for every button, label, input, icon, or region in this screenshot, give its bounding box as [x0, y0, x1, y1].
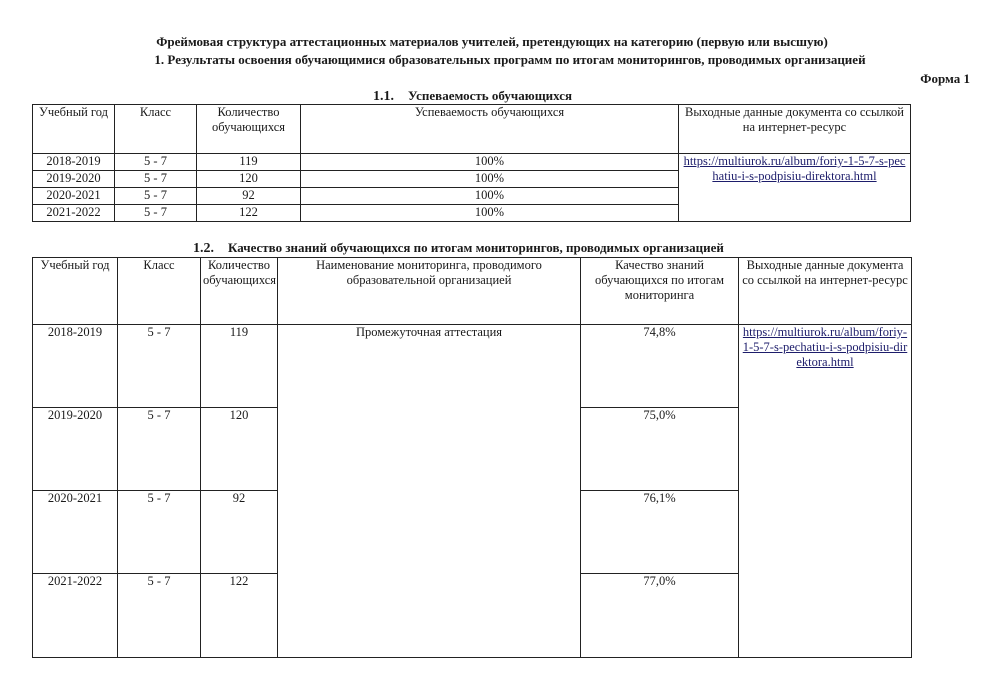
document-subtitle: 1. Результаты освоения обучающимися образовательных программ по итогам мониторингов, проводимых организацией: [154, 52, 866, 67]
output-link[interactable]: https://multiurok.ru/album/foriy-1-5-7-s-pechatiu-i-s-podpisiu-direktora.html: [683, 154, 906, 183]
cell-performance: 100%: [301, 171, 679, 188]
header-class: Класс: [118, 258, 201, 325]
cell-year: 2020-2021: [33, 491, 118, 574]
cell-class: 5 - 7: [115, 154, 197, 171]
output-link[interactable]: https://multiurok.ru/album/foriy-1-5-7-s-pechatiu-i-s-podpisiu-direktora.html: [742, 325, 908, 369]
header-class: Класс: [115, 105, 197, 154]
cell-count: 92: [197, 188, 301, 205]
header-monitoring: Наименование мониторинга, проводимого образовательной организацией: [278, 258, 581, 325]
header-output: Выходные данные документа со ссылкой на интернет-ресурс: [679, 105, 911, 154]
cell-quality: 76,1%: [581, 491, 739, 574]
cell-quality: 74,8%: [581, 325, 739, 408]
cell-count: 120: [197, 171, 301, 188]
cell-year: 2018-2019: [33, 154, 115, 171]
cell-class: 5 - 7: [118, 574, 201, 658]
cell-quality: 75,0%: [581, 408, 739, 491]
cell-class: 5 - 7: [115, 205, 197, 222]
cell-performance: 100%: [301, 154, 679, 171]
cell-count: 122: [197, 205, 301, 222]
header-count: Количество обучающихся: [197, 105, 301, 154]
header-year: Учебный год: [33, 258, 118, 325]
table-header-row: [33, 258, 912, 325]
document-title: Фреймовая структура аттестационных материалов учителей, претендующих на категорию (первую или высшую): [156, 34, 828, 49]
output-link-cell: [739, 325, 912, 658]
cell-count: 119: [201, 325, 278, 408]
section-2-heading: [193, 240, 724, 257]
cell-year: 2021-2022: [33, 574, 118, 658]
section-1-number: 1.1.: [373, 89, 394, 104]
cell-count: 122: [201, 574, 278, 658]
performance-table: [32, 104, 911, 222]
section-1-heading: [373, 88, 572, 105]
header-performance: Успеваемость обучающихся: [301, 105, 679, 154]
cell-year: 2020-2021: [33, 188, 115, 205]
section-1-title: Успеваемость обучающихся: [408, 88, 573, 103]
cell-count: 120: [201, 408, 278, 491]
form-label: Форма 1: [920, 71, 970, 86]
cell-class: 5 - 7: [115, 171, 197, 188]
cell-year: 2019-2020: [33, 171, 115, 188]
monitoring-name-cell: Промежуточная аттестация: [278, 325, 581, 658]
header-year: Учебный год: [33, 105, 115, 154]
table-row: [33, 154, 911, 171]
cell-year: 2018-2019: [33, 325, 118, 408]
cell-count: 119: [197, 154, 301, 171]
cell-count: 92: [201, 491, 278, 574]
cell-class: 5 - 7: [115, 188, 197, 205]
cell-performance: 100%: [301, 205, 679, 222]
header-quality: Качество знаний обучающихся по итогам мониторинга: [581, 258, 739, 325]
cell-year: 2021-2022: [33, 205, 115, 222]
table-row: [33, 325, 912, 408]
cell-class: 5 - 7: [118, 408, 201, 491]
table-header-row: [33, 105, 911, 154]
section-2-title: Качество знаний обучающихся по итогам мониторингов, проводимых организацией: [228, 240, 724, 255]
cell-quality: 77,0%: [581, 574, 739, 658]
output-link-cell: [679, 154, 911, 222]
section-2-number: 1.2.: [193, 241, 214, 256]
quality-table: [32, 257, 912, 658]
cell-performance: 100%: [301, 188, 679, 205]
cell-class: 5 - 7: [118, 491, 201, 574]
header-output: Выходные данные документа со ссылкой на интернет-ресурс: [739, 258, 912, 325]
header-count: Количество обучающихся: [201, 258, 278, 325]
cell-class: 5 - 7: [118, 325, 201, 408]
cell-year: 2019-2020: [33, 408, 118, 491]
